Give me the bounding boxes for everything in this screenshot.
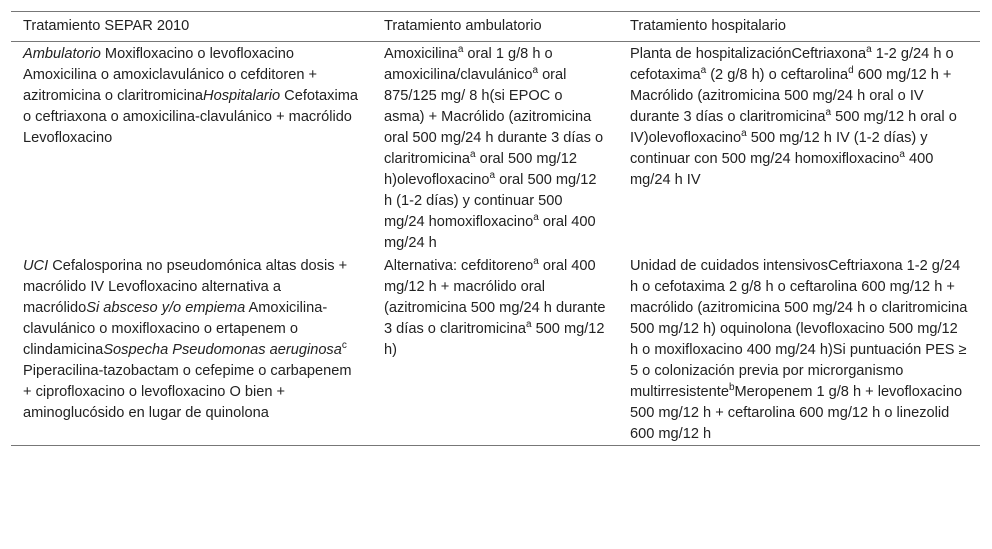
header-hospitalario: Tratamiento hospitalario xyxy=(630,18,787,34)
italic-heading: UCI xyxy=(23,258,49,274)
footnote-mark: a xyxy=(533,212,539,224)
cell-text: Amoxicilina-clavulánico o moxifloxacino o ertapenem o clindamicina xyxy=(23,300,328,358)
treatment-table xyxy=(11,11,980,446)
cell-hospitalario xyxy=(618,254,980,446)
cell-text: oral 400 mg/24 h xyxy=(384,214,596,251)
cell-text: oral 1 g/8 h o amoxicilina/clavulánico xyxy=(384,46,553,83)
cell-text: 500 mg/12 h IV (1-2 días) y continuar con 500 mg/24 homoxifloxacino xyxy=(630,130,928,167)
table-row xyxy=(11,254,980,446)
cell-separ xyxy=(11,254,372,446)
footnote-mark: a xyxy=(489,170,496,182)
table-row xyxy=(11,42,980,255)
footnote-mark: b xyxy=(728,382,735,394)
footnote-mark: a xyxy=(741,128,747,140)
cell-text: 500 mg/12 h oral o IV)olevofloxacino xyxy=(630,109,957,146)
cell-text: Alternativa: cefditoreno xyxy=(384,258,534,274)
cell-text: Unidad de cuidados intensivosCeftriaxona 1-2 g/24 h o cefotaxima 2 g/8 h o ceftarolina 600 mg/12 h + macrólido (azitromicina 500 mg/24 h o claritromicina 500 mg/12 h) oquinolona (levofloxacino 500 mg/12 h o moxifloxacino 400 mg/24 h)Si puntuación PES ≥ 5 o colonización previa por microrganismo multirresistente xyxy=(630,258,968,400)
footnote-mark: a xyxy=(899,149,905,161)
cell-text: Piperacilina-tazobactam o cefepime o carbapenem + ciprofloxacino o levofloxacino O bien + aminoglucósido en lugar de quinolona xyxy=(23,363,352,421)
footnote-mark: a xyxy=(525,319,532,331)
cell-text: Amoxicilina xyxy=(384,46,458,62)
footnote-mark: a xyxy=(532,65,539,77)
footnote-mark: a xyxy=(469,149,476,161)
header-separ-2010: Tratamiento SEPAR 2010 xyxy=(23,18,190,34)
cell-text: 500 mg/12 h) xyxy=(384,321,605,358)
italic-heading: Hospitalario xyxy=(203,88,281,104)
cell-text: Cefotaxima o ceftriaxona o amoxicilina-clavulánico + macrólido Levofloxacino xyxy=(23,88,358,146)
cell-text: Moxifloxacino o levofloxacino Amoxicilina o amoxiclavulánico o cefditoren + azitromicina o claritromicina xyxy=(23,46,318,104)
footnote-mark: d xyxy=(848,65,854,77)
cell-text: (2 g/8 h) o ceftarolina xyxy=(706,67,849,83)
header-ambulatorio: Tratamiento ambulatorio xyxy=(384,18,542,34)
cell-hospitalario xyxy=(618,42,980,255)
cell-ambulatorio xyxy=(372,42,618,255)
cell-text: 600 mg/12 h + Macrólido (azitromicina 500 mg/24 h oral o IV durante 3 días o claritromicina xyxy=(630,67,952,125)
footnote-mark: a xyxy=(700,65,707,77)
cell-text: 400 mg/24 h IV xyxy=(630,151,934,188)
cell-text: oral 500 mg/12 h (1-2 días) y continuar 500 mg/24 homoxifloxacino xyxy=(384,172,597,230)
cell-text: Meropenem 1 g/8 h + levofloxacino 500 mg/12 h + ceftarolina 600 mg/12 h o linezolid 600 mg/12 h xyxy=(630,384,963,442)
footnote-mark: c xyxy=(341,340,347,352)
footnote-mark: a xyxy=(533,256,539,268)
cell-text: 1-2 g/24 h o cefotaxima xyxy=(630,46,954,83)
italic-heading: Si absceso y/o empiema xyxy=(86,300,246,316)
cell-text: Cefalosporina no pseudomónica altas dosis + macrólido IV Levofloxacino alternativa a macrólido xyxy=(23,258,348,316)
cell-text: oral 500 mg/12 h)olevofloxacino xyxy=(384,151,577,188)
italic-heading: Ambulatorio xyxy=(23,46,101,62)
cell-separ xyxy=(11,42,372,255)
footnote-mark: a xyxy=(866,44,872,56)
cell-ambulatorio xyxy=(372,254,618,446)
table-header-row xyxy=(11,12,980,42)
cell-text: oral 400 mg/12 h + macrólido oral (azitromicina 500 mg/24 h durante 3 días o claritromicina xyxy=(384,258,606,337)
footnote-mark: a xyxy=(457,44,464,56)
italic-heading: Sospecha Pseudomonas aeruginosa xyxy=(103,342,342,358)
cell-text: oral 875/125 mg/ 8 h(si EPOC o asma) + Macrólido (azitromicina oral 500 mg/24 h durante 3 días o claritromicina xyxy=(384,67,604,167)
cell-text: Planta de hospitalizaciónCeftriaxona xyxy=(630,46,867,62)
footnote-mark: a xyxy=(825,107,832,119)
